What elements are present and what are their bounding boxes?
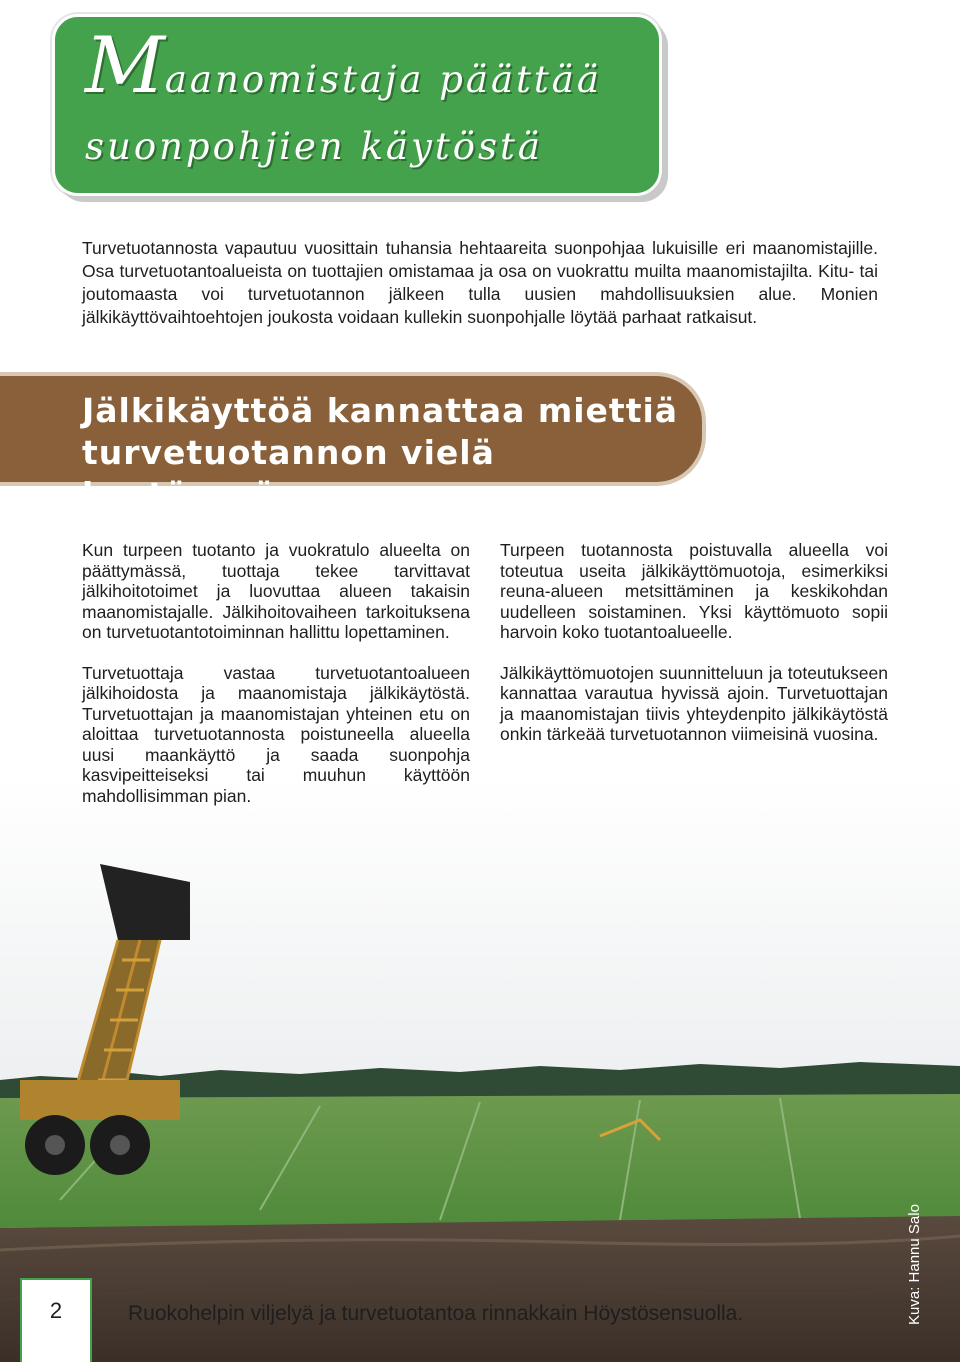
left-paragraph-1: Kun turpeen tuotanto ja vuokratulo alueelta on päättymässä, tuottaja tekee tarvittavat jälkihoitotoimet ja luovuttaa alueen takaisin maanomistajalle. Jälkihoitovaiheen tarkoituksena on turvetuotantotoiminnan hallittu lopettaminen. (82, 540, 470, 642)
section-heading (82, 390, 682, 516)
title-line2: suonpohjien käytöstä (85, 125, 543, 168)
section-heading-bar (0, 372, 706, 514)
section-heading-line2: turvetuotannon vielä kestäessä (82, 433, 495, 514)
page-number: 2 (49, 1298, 63, 1323)
title-line1: aanomistaja päättää (164, 58, 602, 101)
field-photo-image (0, 780, 960, 1362)
right-column (500, 540, 888, 765)
field-photo (0, 780, 960, 1362)
right-paragraph-1: Turpeen tuotannosta poistuvalla alueella voi toteutua useita jälkikäyttömuotoja, esimerkiksi reuna-alueen metsittäminen ja keskikohdan uudelleen soistaminen. Yksi käyttömuoto sopii harvoin koko tuotantoalueelle. (500, 540, 888, 642)
left-paragraph-2: Turvetuottaja vastaa turvetuotantoalueen jälkihoidosta ja maanomistaja jälkikäytöstä. Turvetuottajan ja maanomistajan yhteinen etu on aloittaa turvetuotannosta poistuneella alueella uusi maankäyttö ja saada suonpohja kasvipeitteiseksi tai muuhun käyttöön mahdollisimman pian. (82, 662, 470, 806)
page-number-box (20, 1278, 92, 1362)
photo-caption: Ruokohelpin viljelyä ja turvetuotantoa rinnakkain Höystösensuolla. (128, 1302, 744, 1325)
photo-credit: Kuva: Hannu Salo (906, 1204, 923, 1325)
title-banner (52, 14, 662, 196)
intro-paragraph: Turvetuotannosta vapautuu vuosittain tuhansia hehtaareita suonpohjaa lukuisille eri maanomistajille. Osa turvetuotantoalueista on tuottajien omistamaa ja osa on vuokrattu muilta maanomistajilta. Kitu- tai joutomaasta voi turvetuotannon jälkeen tulla uusien mahdollisuuksien alue. Monien jälkikäyttövaihtoehtojen joukosta voidaan kullekin suonpohjalle löytää parhaat ratkaisut. (82, 238, 878, 327)
page-title (85, 21, 645, 175)
title-initial: M (85, 21, 165, 111)
right-paragraph-2: Jälkikäyttömuotojen suunnitteluun ja toteutukseen kannattaa varautua hyvissä ajoin. Turvetuottajan ja maanomistajan tiivis yhteydenpito jälkikäytöstä onkin tärkeää turvetuotannon viimeisinä vuosina. (500, 662, 888, 744)
section-heading-line1: Jälkikäyttöä kannattaa miettiä (82, 391, 679, 430)
left-column (82, 540, 470, 826)
